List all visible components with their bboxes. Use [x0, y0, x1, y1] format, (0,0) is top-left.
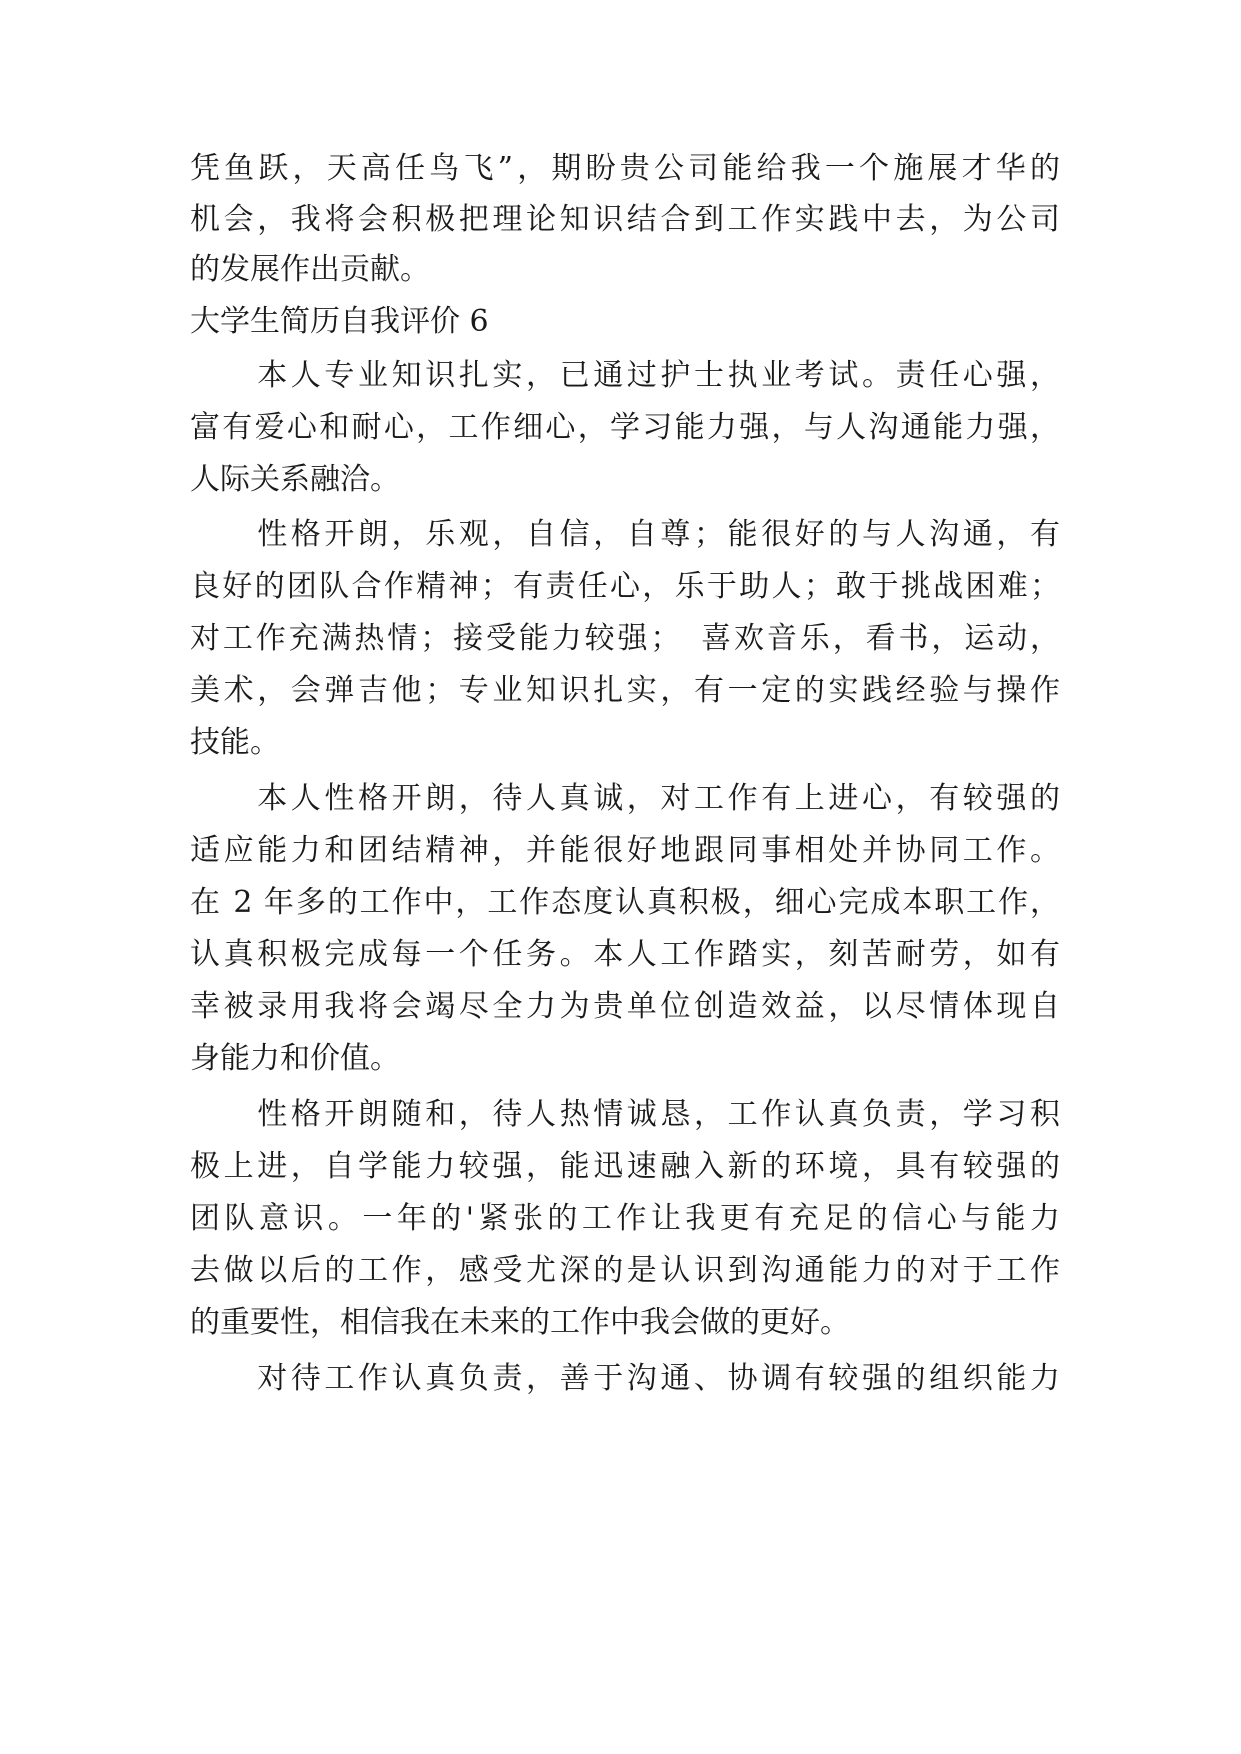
- text-line: 对待工作认真负责，善于沟通、协调有较强的组织能力: [190, 1361, 1060, 1396]
- text-line: 的发展作出贡献。: [190, 252, 430, 287]
- text-line: 本人性格开朗，待人真诚，对工作有上进心，有较强的: [190, 781, 1060, 816]
- text-line: 凭鱼跃，天高任鸟飞”，期盼贵公司能给我一个施展才华的: [190, 151, 1060, 186]
- text-line: 人际关系融洽。: [190, 462, 400, 497]
- text-line: 在 2 年多的工作中，工作态度认真积极，细心完成本职工作，: [190, 885, 1060, 920]
- section-heading: 大学生简历自我评价 6: [190, 304, 489, 339]
- text-line: 身能力和价值。: [190, 1041, 400, 1076]
- text-line: 富有爱心和耐心，工作细心，学习能力强，与人沟通能力强，: [190, 410, 1060, 445]
- text-line: 团队意识。一年的'紧张的工作让我更有充足的信心与能力: [190, 1201, 1060, 1236]
- text-line: 去做以后的工作，感受尤深的是认识到沟通能力的对于工作: [190, 1253, 1060, 1288]
- text-line: 技能。: [190, 725, 280, 760]
- text-line: 认真积极完成每一个任务。本人工作踏实，刻苦耐劳，如有: [190, 937, 1060, 972]
- text-line: 的重要性，相信我在未来的工作中我会做的更好。: [190, 1305, 850, 1340]
- text-line: 极上进，自学能力较强，能迅速融入新的环境，具有较强的: [190, 1149, 1060, 1184]
- text-line: 性格开朗，乐观，自信，自尊；能很好的与人沟通，有: [190, 517, 1060, 552]
- text-line: 幸被录用我将会竭尽全力为贵单位创造效益，以尽情体现自: [190, 989, 1060, 1024]
- text-line: 性格开朗随和，待人热情诚恳，工作认真负责，学习积: [190, 1097, 1060, 1132]
- text-line: 机会，我将会积极把理论知识结合到工作实践中去，为公司: [190, 202, 1060, 237]
- text-line: 美术，会弹吉他；专业知识扎实，有一定的实践经验与操作: [190, 673, 1060, 708]
- text-line: 适应能力和团结精神，并能很好地跟同事相处并协同工作。: [190, 833, 1060, 868]
- text-line: 对工作充满热情；接受能力较强； 喜欢音乐，看书，运动，: [190, 621, 1060, 656]
- text-line: 本人专业知识扎实，已通过护士执业考试。责任心强，: [190, 358, 1060, 393]
- text-line: 良好的团队合作精神；有责任心，乐于助人；敢于挑战困难；: [190, 569, 1060, 604]
